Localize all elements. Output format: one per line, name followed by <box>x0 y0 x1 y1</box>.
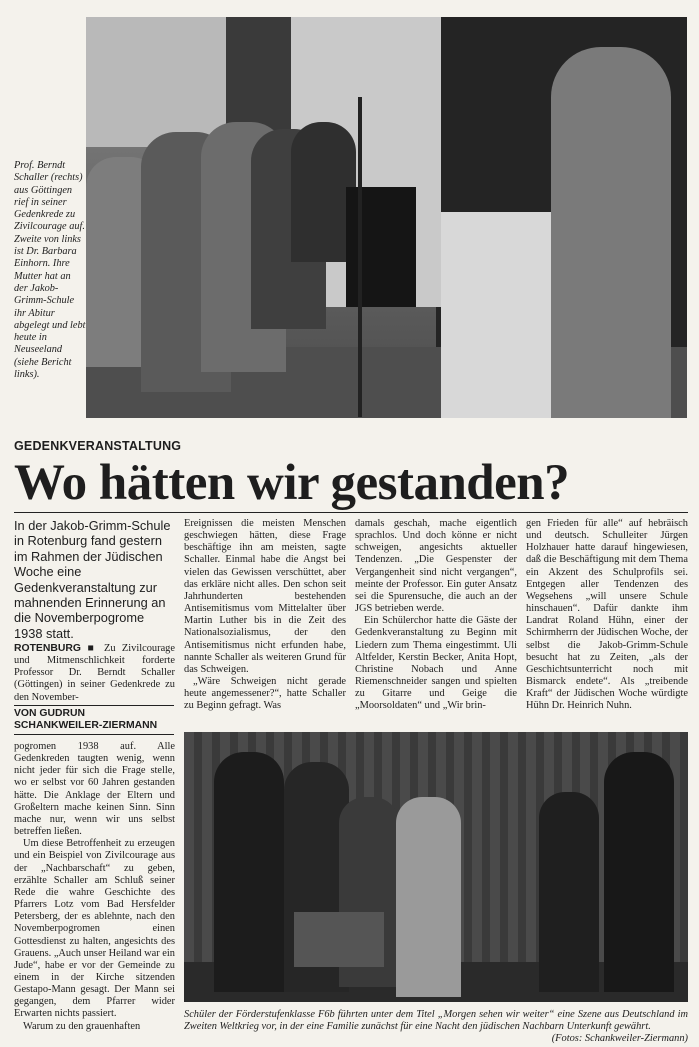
bottom-photo-caption-text: Schüler der Förderstufenklasse F6b führten unter dem Titel „Morgen sehen wir weiter“ eine Szene aus Deutschland im Zweiten Weltkrieg vor, in der eine Familie zunächst für eine Nacht den jüdischen Nachbarn Unterkunft gewährt. <box>184 1009 688 1033</box>
article-kicker: GEDENKVERANSTALTUNG <box>14 439 182 453</box>
article-column-1-intro <box>14 643 175 704</box>
photo-actor-5 <box>539 792 599 992</box>
article-column-4 <box>526 518 688 713</box>
headline-rule <box>14 512 688 513</box>
article-column-1 <box>14 741 175 1033</box>
article-headline: Wo hätten wir gestanden? <box>14 455 570 511</box>
column-4-paragraph-1: gen Frieden für alle“ auf hebräisch und deutsch. Schulleiter Jürgen Holzhauer hatte darauf hingewiesen, daß die Beschäftigung mit dem Thema ein Akzent des Schulprofils sei. Entgegen aller Tendenzen des Wegsehens „will unsere Schule hinschauen“. Dafür dankte ihm Landrat Roland Hühn, einer der Schirmherrn der Jüdischen Woche, der selbst die Jakob-Grimm-Schule besucht hat zu Zeiten, „als der Geschichtsunterricht noch mit Bismarck endete“. Als „treibende Kraft“ der Jüdischen Woche würdigte Hühn Dr. Heinrich Nuhn. <box>526 518 688 712</box>
photo-suitcase <box>294 912 384 967</box>
photo-actor-4 <box>396 797 461 997</box>
column-1-paragraph-2: Um diese Betroffenheit zu erzeugen und ein Beispiel von Zivilcourage aus der „Nachbarschaft“ zu geben, erzählte Schaller am Schluß seiner Rede die wahre Geschichte des Pfarrers Lotz vom Bad Hersfelder Petersberg, der es ablehnte, nach den Novemberpogromen einen Gottesdienst zu halten, angesichts des Grauens. „Auch unser Heiland war ein Jude“, habe er vor der Gemeinde zu einem in der Kirche sitzenden Gestapo-Mann gesagt. Der Mann sei gegangen, dem Pfarrer wider Erwarten nichts passiert. <box>14 838 175 1020</box>
top-photo <box>86 17 687 418</box>
article-lead: In der Jakob-Grimm-Schule in Rotenburg fand gestern im Rahmen der Jüdischen Woche eine Gedenkveranstaltung zur mahnenden Erinnerung an die Novemberpogrome 1938 statt. <box>14 518 171 641</box>
photo-actor-6 <box>604 752 674 992</box>
column-1-intro-text: Zu Zivilcourage und Mitmenschlichkeit forderte Professor Dr. Berndt Schaller (Göttingen) in seiner Gedenkrede zu den November- <box>14 643 175 703</box>
column-3-paragraph-2: Ein Schülerchor hatte die Gäste der Gedenkveranstaltung zu Beginn mit Liedern zum Thema eingestimmt. Uli Altfelder, Kerstin Becker, Anita Hopt, Christine Nobach und Anne Riemenschneider sangen und spielten zu Gitarre und Geige die „Moorsoldaten“ und „Wir brin- <box>355 615 517 712</box>
column-2-paragraph-1: Ereignissen die meisten Menschen geschwiegen hätten, diese Frage beschäftige ihn am meisten, sagte Schaller. Einmal habe die Angst bei vielen das Gewissen verschüttet, aber das erkläre nicht alles. Den schon seit Jahrhunderten bestehenden Antisemitismus vom Mittelalter über Martin Luther bis in die Zeit des Nationalsozialismus, der den Antisemitismus nicht erfunden habe, nannte Schaller als weiteren Grund für das Schweigen. <box>184 518 346 675</box>
article-author: VON GUDRUN SCHANKWEILER-ZIERMANN <box>14 708 158 731</box>
photo-chair <box>346 187 416 307</box>
photo-lectern <box>441 212 561 418</box>
article-column-3 <box>355 518 517 713</box>
article-column-2 <box>184 518 346 713</box>
column-3-paragraph-1: damals geschah, mache eigentlich sprachlos. Und doch könne er nicht schweigen, angesichts aktueller Tendenzen. „Die Gespenster der Vergangenheit sind nicht vergangen“, meinte der Professor. Ein guter Ansatz sei die Spurensuche, die auch an der JGS betrieben werde. <box>355 518 517 615</box>
column-2-paragraph-2: „Wäre Schweigen nicht gerade heute angemessener?“, hatte Schaller zu Beginn gefragt. Was <box>184 676 346 712</box>
article-dateline: ROTENBURG ■ <box>14 643 98 654</box>
column-1-paragraph-3: Warum zu den grauenhaften <box>23 1020 141 1032</box>
author-rule-bottom <box>14 734 174 735</box>
photo-actor-1 <box>214 752 284 992</box>
photo-mic-stand <box>358 97 362 417</box>
top-photo-caption: Prof. Berndt Schaller (rechts) aus Göttingen rief in seiner Gedenkrede zu Zivilcourage auf. Zweite von links ist Dr. Barbara Einhorn. Ihre Mutter hat an der Jakob-Grimm-Schule ihr Abitur abgelegt und lebt heute in Neuseeland (siehe Bericht links). <box>14 160 86 381</box>
bottom-photo <box>184 732 688 1002</box>
photo-speaker <box>551 47 671 418</box>
column-1-paragraph-1: pogromen 1938 auf. Alle Gedenkreden taugten wenig, wenn nicht jeder für sich die Frage stelle, wo er selbst vor 60 Jahren gestanden hätte. Die Anklage der Eltern und Großeltern mache keinen Sinn. Sinn mache nur, wenn wir uns selbst betreffen ließen. <box>14 741 175 838</box>
photo-credit: (Fotos: Schankweiler-Ziermann) <box>551 1033 688 1045</box>
author-rule-top <box>14 705 174 706</box>
bottom-photo-caption <box>184 1009 688 1046</box>
